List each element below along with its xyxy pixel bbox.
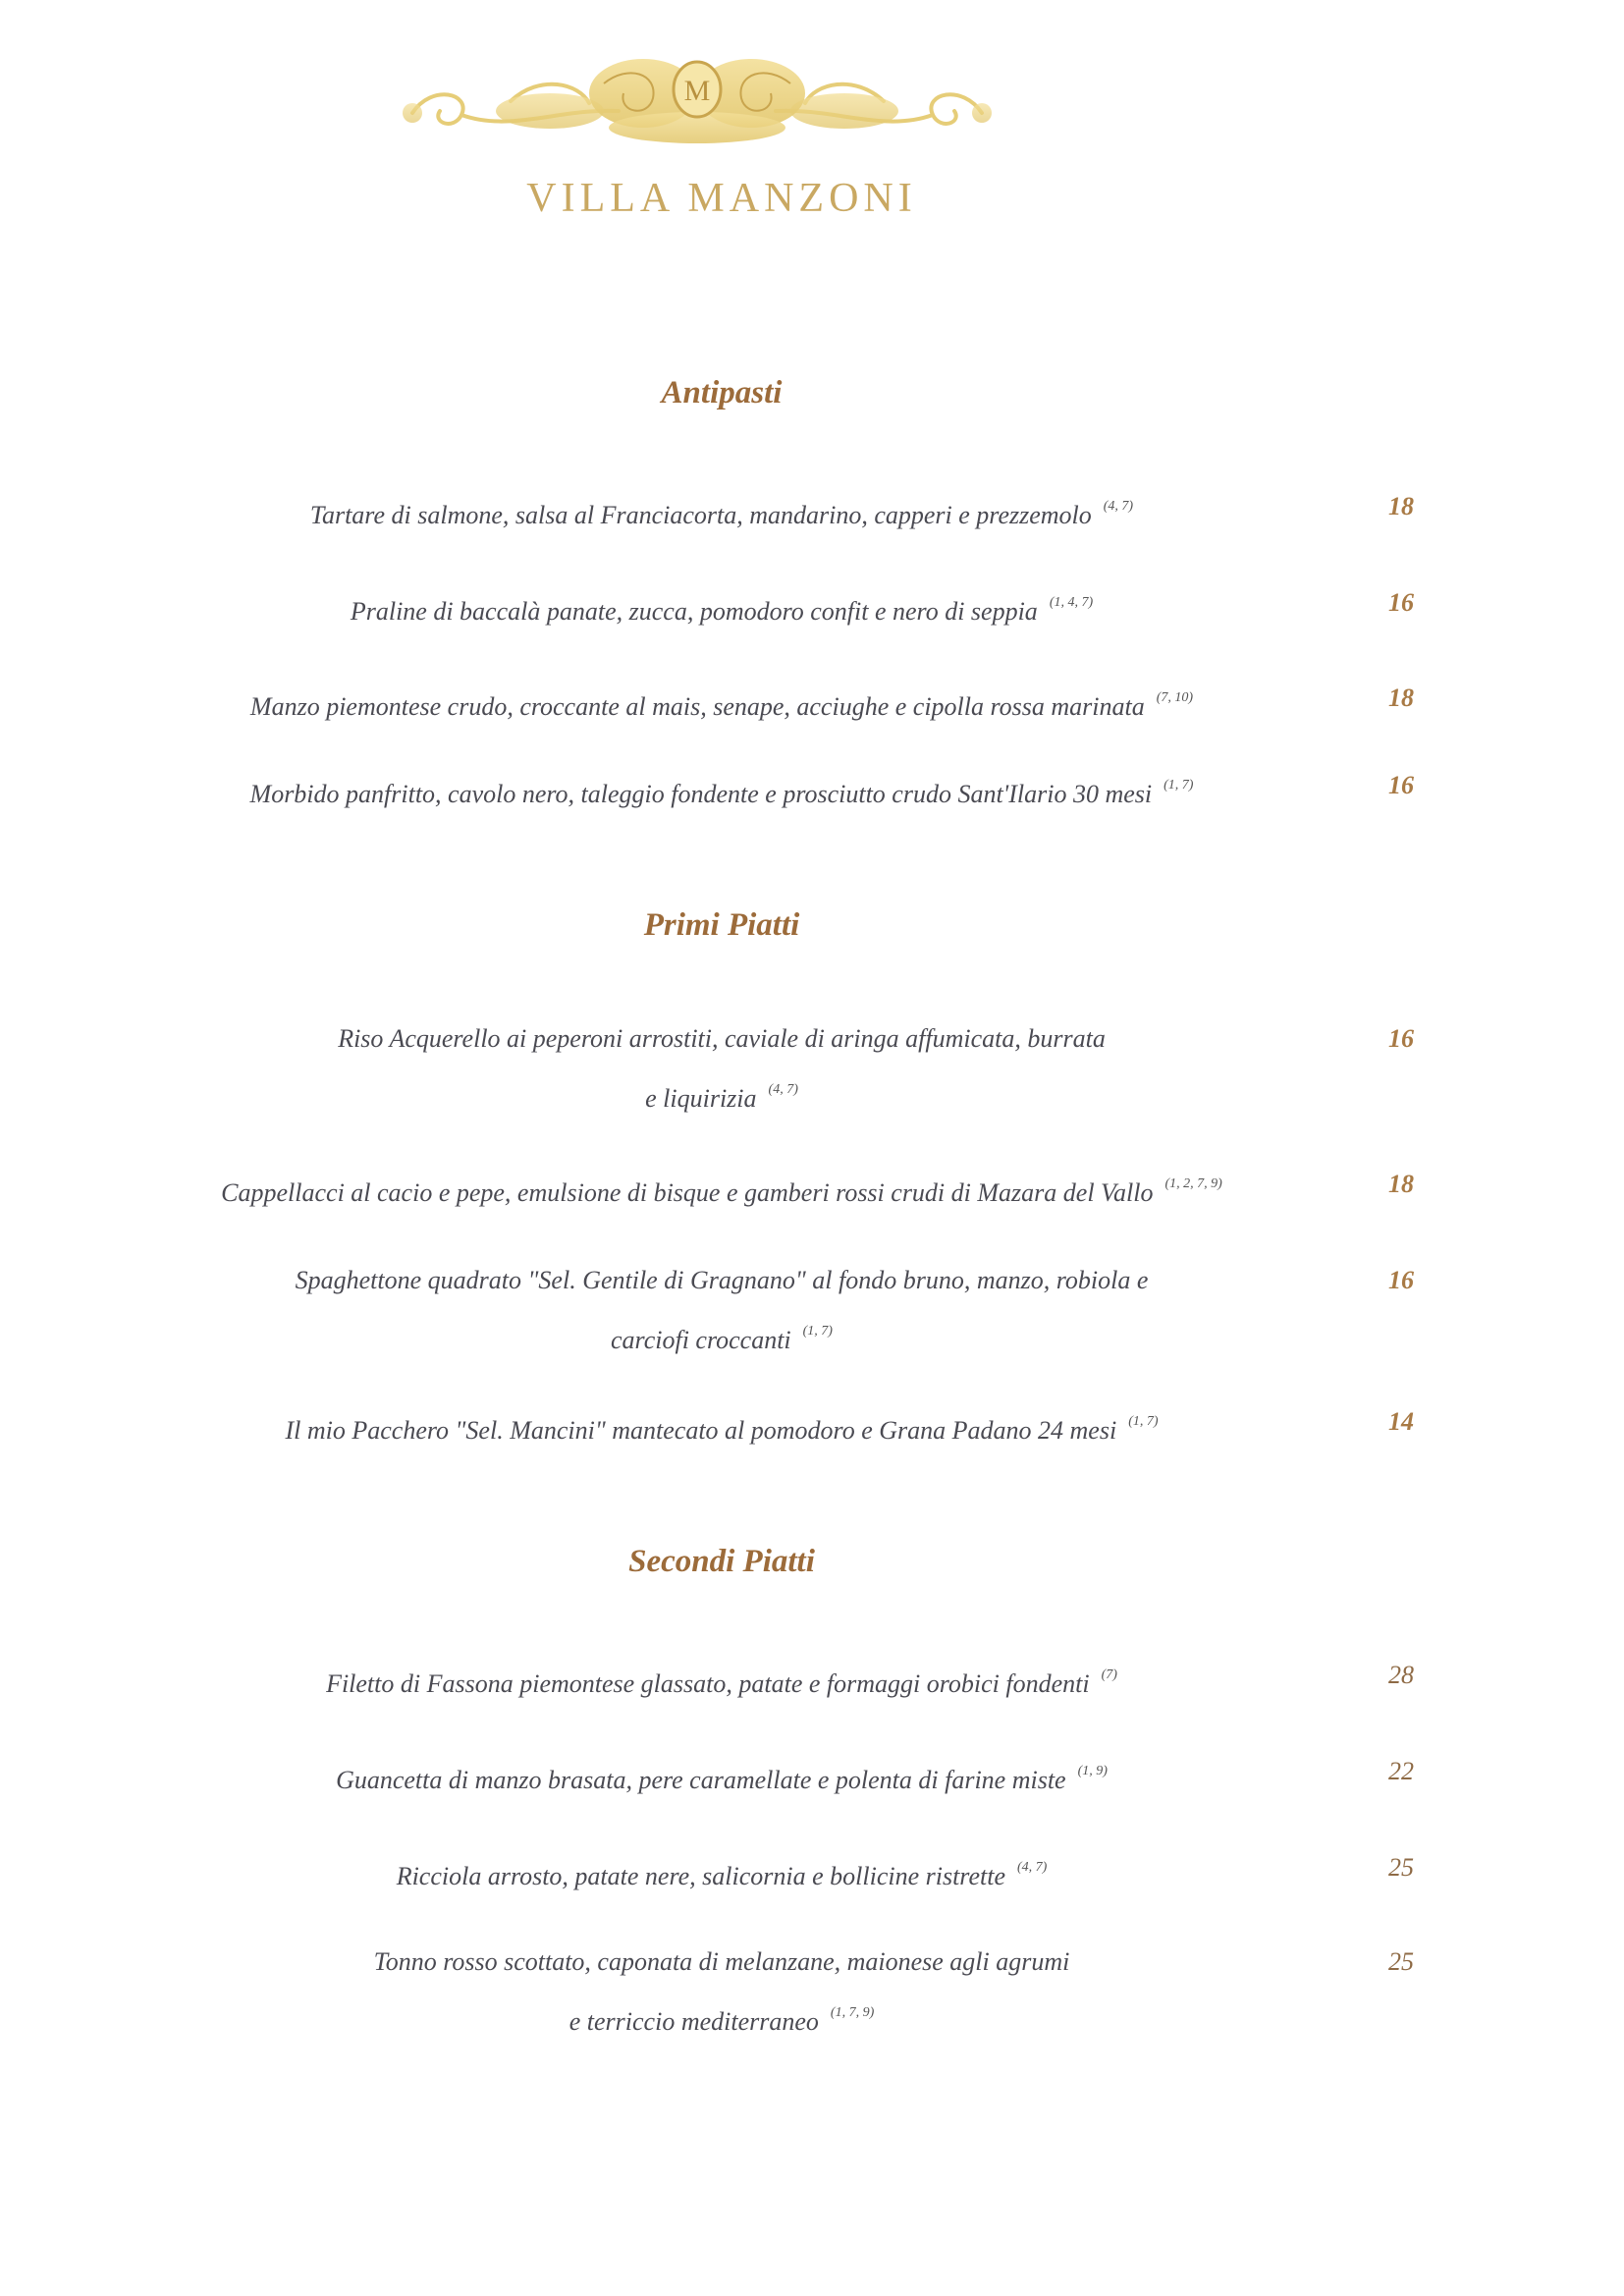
section-title-secondi-piatti: Secondi Piatti — [628, 1544, 815, 1579]
monogram-letter: M — [683, 75, 711, 107]
section-title-primi-piatti: Primi Piatti — [643, 907, 800, 943]
menu-item-description — [0, 1937, 1443, 2048]
menu-item-description — [0, 1159, 1443, 1219]
allergen-codes: (7, 10) — [1156, 690, 1194, 705]
allergen-codes: (4, 7) — [1016, 1860, 1048, 1875]
menu-item-description — [0, 760, 1443, 820]
dish-name: Filetto di Fassona piemontese glassato, patate e formaggi orobici fondenti — [326, 1669, 1090, 1698]
menu-item-description — [0, 1396, 1443, 1456]
dish-price: 25 — [1388, 1947, 1414, 1976]
brand-name: VILLA MANZONI — [526, 176, 917, 221]
dish-price: 22 — [1388, 1757, 1414, 1785]
menu-item-description — [0, 1746, 1443, 1806]
menu-item-description — [0, 481, 1443, 541]
dish-price: 16 — [1388, 771, 1414, 799]
dish-name: Ricciola arrosto, patate nere, salicornia e bollicine ristrette — [396, 1862, 1005, 1890]
allergen-codes: (1, 7, 9) — [830, 2005, 875, 2020]
menu-item-description — [0, 577, 1443, 637]
dish-name: Cappellacci al cacio e pepe, emulsione di bisque e gamberi rossi crudi di Mazara del Vallo — [221, 1178, 1154, 1207]
dish-name-line: e liquirizia — [645, 1084, 757, 1113]
dish-name-line: Riso Acquerello ai peperoni arrostiti, caviale di aringa affumicata, burrata — [338, 1024, 1106, 1053]
allergen-codes: (1, 7) — [1164, 778, 1194, 793]
dish-price: 16 — [1388, 1024, 1414, 1053]
section-title-antipasti: Antipasti — [661, 375, 783, 410]
menu-item-description — [0, 673, 1443, 733]
dish-name: Tartare di salmone, salsa al Franciacorta, mandarino, capperi e prezzemolo — [309, 501, 1092, 529]
menu-item-description — [0, 1013, 1443, 1124]
dish-name-line: e terriccio mediterraneo — [568, 2007, 819, 2036]
villa-manzoni-crest-logo — [393, 54, 1001, 152]
dish-name: Guancetta di manzo brasata, pere caramellate e polenta di farine miste — [336, 1766, 1066, 1794]
allergen-codes: (7) — [1101, 1667, 1117, 1682]
dish-name-line: carciofi croccanti — [611, 1326, 791, 1354]
dish-name: Praline di baccalà panate, zucca, pomodoro confit e nero di seppia — [350, 597, 1038, 626]
menu-item-description — [0, 1255, 1443, 1366]
dish-name-line: Spaghettone quadrato "Sel. Gentile di Gragnano" al fondo bruno, manzo, robiola e — [295, 1266, 1149, 1294]
menu-item-description — [0, 1842, 1443, 1902]
allergen-codes: (1, 9) — [1077, 1764, 1108, 1778]
allergen-codes: (1, 2, 7, 9) — [1164, 1176, 1222, 1191]
dish-price: 14 — [1388, 1407, 1414, 1436]
dish-price: 28 — [1388, 1661, 1414, 1689]
allergen-codes: (1, 4, 7) — [1049, 595, 1094, 610]
dish-price: 18 — [1388, 1170, 1414, 1198]
dish-price: 16 — [1388, 1266, 1414, 1294]
dish-price: 25 — [1388, 1853, 1414, 1882]
dish-price: 18 — [1388, 492, 1414, 520]
dish-name-line: Tonno rosso scottato, caponata di melanzane, maionese agli agrumi — [373, 1947, 1070, 1976]
menu-item-description — [0, 1650, 1443, 1710]
dish-name: Il mio Pacchero "Sel. Mancini" mantecato al pomodoro e Grana Padano 24 mesi — [285, 1416, 1117, 1445]
dish-price: 18 — [1388, 683, 1414, 712]
allergen-codes: (4, 7) — [1103, 499, 1134, 514]
allergen-codes: (1, 7) — [802, 1324, 833, 1339]
dish-name: Manzo piemontese crudo, croccante al mais, senape, acciughe e cipolla rossa marinata — [249, 692, 1145, 721]
allergen-codes: (1, 7) — [1128, 1414, 1159, 1429]
allergen-codes: (4, 7) — [768, 1082, 798, 1097]
dish-price: 16 — [1388, 588, 1414, 617]
dish-name: Morbido panfritto, cavolo nero, taleggio fondente e prosciutto crudo Sant'Ilario 30 mesi — [249, 780, 1153, 808]
